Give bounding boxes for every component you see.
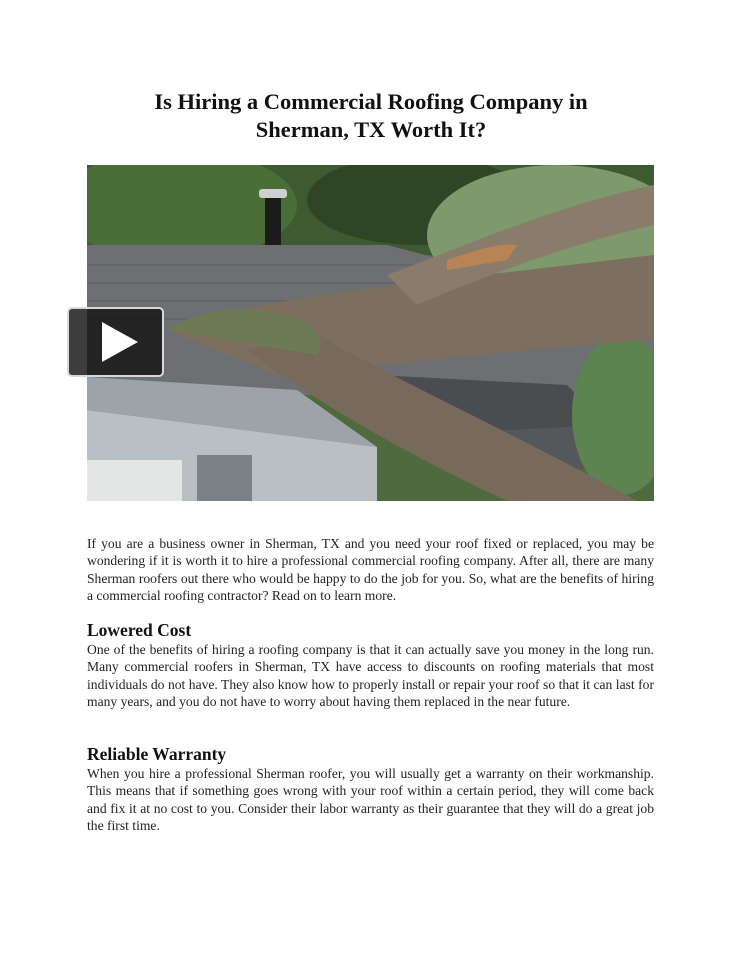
title-line-2: Sherman, TX Worth It? (255, 117, 487, 142)
intro-paragraph: If you are a business owner in Sherman, TX and you need your roof fixed or replaced, you may be wondering if it is worth it to hire a professional commercial roofing company. After all, there are many Sherman roofers out there who would be happy to do the job for you. So, what are the benefits of hiring a commercial roofing contractor? Read on to learn more. (87, 536, 654, 604)
section-body-lowered-cost: One of the benefits of hiring a roofing company is that it can actually save you money in the long run. Many commercial roofers in Sherman, TX have access to discounts on roofing materials that most individuals do not have. They also know how to properly install or repair your roof so that it can last for many years, and you do not have to worry about having them replaced in the near future. (87, 642, 654, 710)
page-title (88, 88, 654, 144)
section-heading-reliable-warranty: Reliable Warranty (87, 744, 227, 764)
title-line-1: Is Hiring a Commercial Roofing Company in (154, 89, 588, 114)
video-play-button[interactable] (67, 307, 164, 377)
hero-image (87, 165, 654, 501)
section-heading-lowered-cost: Lowered Cost (87, 620, 192, 640)
fallen-tree-roof-illustration (87, 165, 654, 501)
section-body-reliable-warranty: When you hire a professional Sherman roofer, you will usually get a warranty on their workmanship. This means that if something goes wrong with your roof within a certain period, they will come back and fix it at no cost to you. Consider their labor warranty as their guarantee that they will do a great job the first time. (87, 766, 654, 834)
play-icon (102, 322, 138, 362)
